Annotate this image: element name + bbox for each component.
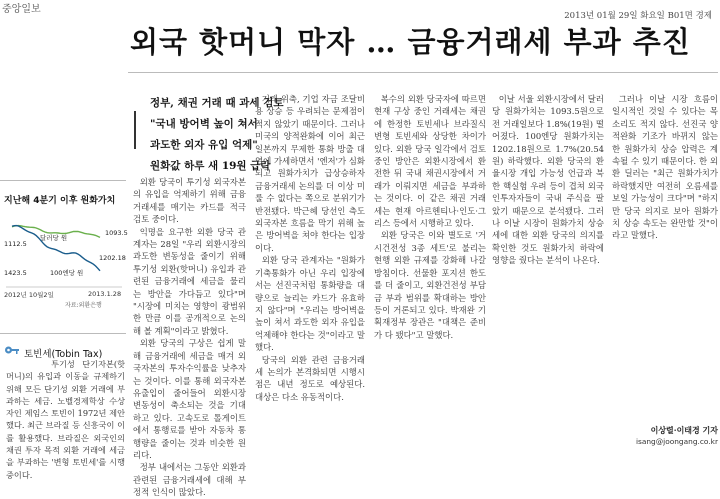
tobin-body: 투기성 단기자본(핫머니)의 유입과 이동을 규제하기 위해 모든 단기성 외환 거래에 부과하는 세금. 노벨경제학상 수상자인 제임스 토빈이 1972년 제안했다. 최근 브라질 등 신흥국이 이를 활용했다. 브라질은 외국인의 채권 투자 목적 외환 거래에 세금을 부과하는 '변형 토빈세'를 시행 중이다. [6, 359, 125, 480]
chart-x-end: 2013.1.28 [88, 290, 122, 298]
paragraph: 외환 당국의 구상은 쉽게 말해 금융거래에 세금을 매겨 외국자본의 투자수익률을 낮추자는 것이다. 이를 통해 외국자본 유출입이 줄어들어 외환시장 변동성이 축소되는 것을 기대하고 있다. 고속도로 톨게이트에서 통행료를 받아 자동차 통행량을 줄이는 것과 비슷한 원리다. [133, 338, 246, 460]
subhead-quote-bar [134, 111, 136, 149]
chart-source: 자료:외환은행 [65, 302, 102, 309]
paragraph: 외환 당국이 투기성 외국자본의 유입을 억제하기 위해 금융거래세를 매기는 카드를 적극 검토 중이다. [133, 177, 246, 225]
paragraph: 거래 위축, 기업 자금 조달비용 상승 등 우려되는 문제점이 적지 않았기 때문이다. 그러나 미국의 양적완화에 이어 최근 일본까지 무제한 통화 방출 대열에 가세하면서 '엔저'가 심화되고 원화가치가 급상승하자 금융거래세 논의를 더 이상 미룰 수 없다는 쪽으로 분위기가 반전됐다. 박근혜 당선인 측도 외국자본 흐름을 막기 위해 높은 방어벽을 쳐야 한다는 입장이다. [255, 94, 365, 253]
subheadline: "국내 방어벽 높이 쳐서 [150, 118, 258, 130]
article-column-1 [133, 176, 246, 498]
jpy-series-label: 100엔당 원 [50, 269, 84, 277]
paragraph: 당국의 외환 관련 금융거래세 논의가 본격화되면 시행시점은 내년 정도로 예상된다. 대상은 다소 유동적이다. [255, 354, 365, 402]
article-column-4 [492, 93, 604, 447]
article-column-3 [374, 93, 486, 447]
dateline: 2013년 01월 29일 화요일 B01면 경제 [564, 11, 712, 21]
subheadline: 과도한 외자 유입 억제" [150, 139, 258, 151]
reporter-email: isang@joongang.co.kr [635, 437, 718, 446]
tobin-title: 토빈세(Tobin Tax) [24, 349, 103, 360]
data-label-jpy-start: 1423.5 [4, 269, 27, 277]
paragraph: 정부 내에서는 그동안 외환과 관련된 금융거래세에 대해 부정적 인식이 많았다. [133, 462, 246, 498]
headline: 외국 핫머니 막자 … 금융거래세 부과 추진 [130, 25, 691, 59]
data-label-usd-end: 1093.5 [105, 229, 128, 237]
data-label-jpy-end: 1202.18 [99, 254, 126, 262]
data-label-usd-start: 1112.5 [4, 240, 27, 248]
tobin-divider [0, 333, 126, 334]
article-column-2 [255, 93, 365, 447]
paragraph: 익명을 요구한 외환 당국 관계자는 28일 "우리 외환시장의 과도한 변동성을 줄이기 위해 투기성 외환(핫머니) 유입과 관련된 금융거래에 세금을 물리는 방안을 가다듬고 있다"며 "시장에 미치는 영향이 광범위한 만큼 이를 공개적으로 논의해 볼 계획"이라고 밝혔다. [133, 226, 246, 336]
paragraph: 외환 당국 관계자는 "원화가 기축통화가 아닌 우리 입장에서는 선진국처럼 통화량을 대량으로 늘리는 카드가 유효하지 않다"며 "우리는 방어벽을 높이 쳐서 과도한 외자 유입을 억제해야 한다는 것"이라고 말했다. [255, 255, 365, 353]
newspaper-masthead: 중앙일보 [2, 4, 41, 15]
paragraph: 그러나 이날 시장 흐름이 일시적인 것일 수 있다는 목소리도 적지 않다. 선진국 양적완화 기조가 바뀌지 않는 한 원화가치 상승 압력은 계속될 수 있기 때문이다. 한 외환 딜러는 "최근 원화가치가 하락했지만 여전히 오름세를 보일 가능성이 크다"며 "하지만 당국 의지로 보아 원화가치 상승 속도는 완만할 것"이라고 말했다. [612, 94, 718, 241]
paragraph: 복수의 외환 당국자에 따르면 현재 구상 중인 거래세는 채권에 한정한 토빈세나 브라질식 변형 토빈세와 상당한 차이가 있다. 외환 당국 일각에서 검토 중인 방안은 외환시장에서 환전한 뒤 국내 채권시장에서 거래가 이뤄지면 세금을 부과하는 것이다. 이 같은 채권 거래세는 현재 아르헨티나·인도·그리스 등에서 시행하고 있다. [374, 94, 486, 229]
paragraph: 이날 서울 외환시장에서 달러당 원화가치는 1093.5원으로 전 거래일보다 1.8%(19원) 떨어졌다. 100엔당 원화가치는 1202.18원으로 1.7%(20.54원) 하락했다. 외환 당국의 환율시장 개입 가능성 언급과 북한 핵실험 우려 등이 겹쳐 외국인투자자들이 국내 주식을 팔았기 때문으로 분석됐다. 그러나 이날 시장이 원화가치 상승세에 대한 외환 당국의 의지를 확인한 것도 원화가치 하락에 영향을 줬다는 분석이 나온다. [492, 94, 604, 266]
key-icon [4, 342, 20, 358]
subheadline: 원화값 하루 새 19원 급락 [150, 160, 271, 172]
paragraph: 외환 당국은 이와 별도로 '거시건전성 3종 세트'로 불리는 현행 외환 규제를 강화해 나갈 방침이다. 선물환 포지션 한도를 더 줄이고, 외환건전성 부담금 부과 범위를 확대하는 방안 등이 거론되고 있다. 박재완 기획재정부 장관은 "대책은 준비가 다 됐다"고 말했다. [374, 230, 486, 340]
byline: 이상렬·이태경 기자 [650, 425, 718, 435]
headline-divider [128, 72, 718, 73]
chart-x-start: 2012년 10월2일 [4, 291, 54, 299]
article-column-5 [612, 93, 718, 423]
usd-series-label: 달러당 원 [40, 234, 68, 242]
subheadline: 정부, 채권 거래 때 과세 검토 [150, 97, 284, 109]
sidebar-top-rule [0, 180, 126, 181]
chart-title: 지난해 4분기 이후 원화가치 [4, 196, 116, 206]
